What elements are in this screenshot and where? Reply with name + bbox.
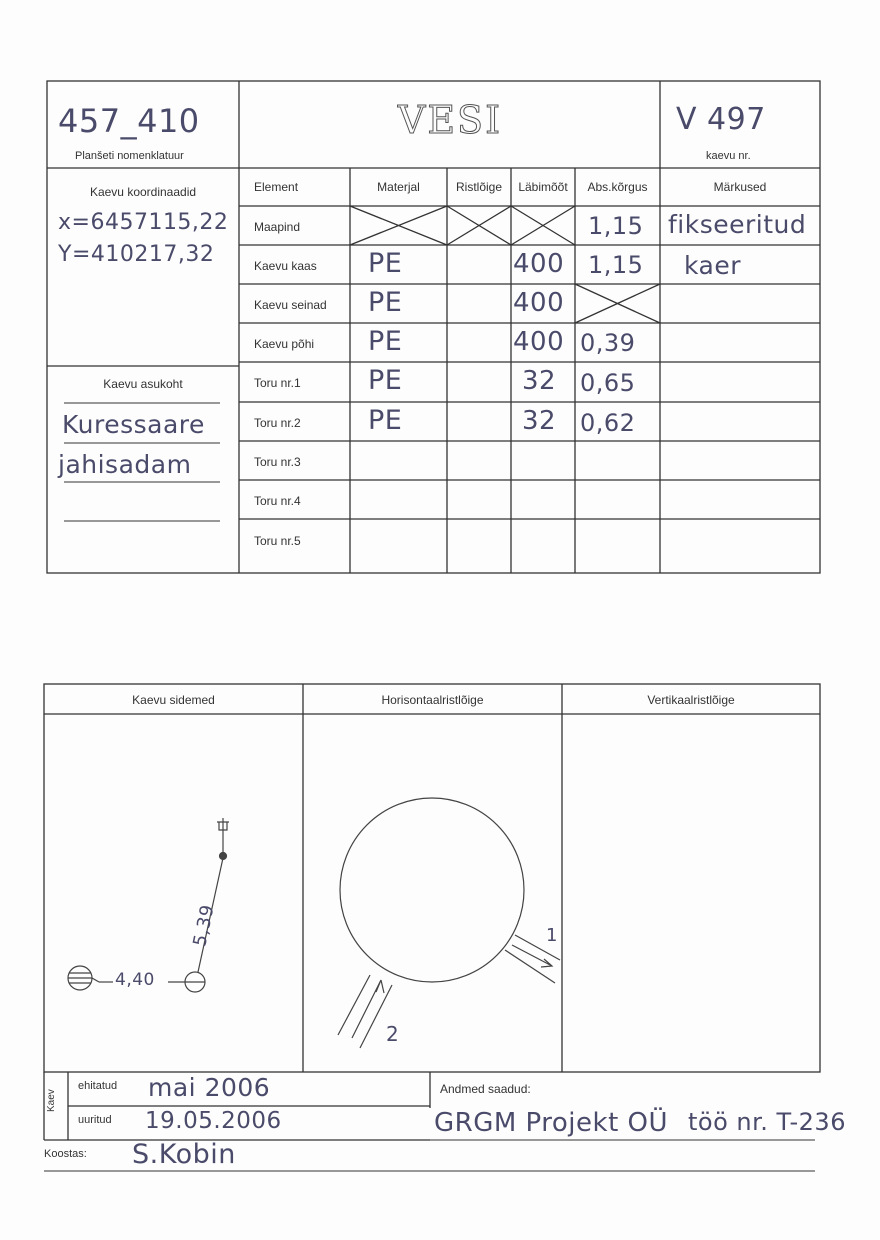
compiler-value: S.Kobin [132,1139,236,1170]
page-title: VESI [397,98,503,142]
nomenclature-value: 457_410 [58,102,200,140]
table-row-element: Kaevu seinad [254,298,327,312]
table-row-material: PE [368,405,403,436]
surveyed-label: uuritud [78,1114,112,1126]
location-line1: Kuressaare [62,410,205,439]
job-number-value: töö nr. T-236 [688,1108,846,1136]
well-number-value: V 497 [676,102,766,137]
table-row-abs-height: 1,15 [588,212,644,240]
pipe-label-2: 2 [386,1022,400,1046]
table-row-element: Kaevu põhi [254,337,315,351]
well-number-label: kaevu nr. [706,150,751,162]
distance-label-2: 4,40 [115,970,155,990]
table-row-material: PE [368,365,403,396]
sketch-col1-label: Kaevu sidemed [132,693,215,707]
coord-y: Y=410217,32 [58,242,215,267]
col-header-notes: Märkused [713,180,767,194]
table-row-element: Maapind [254,220,301,234]
nomenclature-label: Planšeti nomenklatuur [75,150,184,162]
table-row-notes: kaer [684,251,742,280]
table-row-element: Toru nr.3 [254,455,301,469]
col-header-cross-section: Ristlõige [455,180,503,194]
distance-label-1: 5,39 [189,902,219,949]
table-row-diameter: 400 [513,288,565,318]
coords-label: Kaevu koordinaadid [89,185,197,199]
table-row-element: Toru nr.5 [254,534,301,548]
col-header-abs-height: Abs.kõrgus [587,180,648,194]
sketch-col2-label: Horisontaalristlõige [381,693,484,707]
table-row-material: PE [368,287,403,318]
surveyed-value: 19.05.2006 [145,1108,282,1134]
table-row-diameter: 32 [522,366,557,396]
sketch-col3-label: Vertikaalristlõige [647,693,735,707]
data-source-value: GRGM Projekt OÜ [434,1108,669,1138]
footer-side-label: Kaev [46,1089,57,1112]
table-row-material: PE [368,248,403,279]
pipe-label-1: 1 [546,925,558,946]
horizontal-section-sketch [338,798,560,1048]
table-row-material: PE [368,326,403,357]
col-header-element: Element [254,180,299,194]
table-row-abs-height: 0,65 [580,369,636,397]
built-value: mai 2006 [148,1073,271,1102]
table-row-diameter: 400 [513,327,565,357]
table-row-abs-height: 1,15 [588,251,644,279]
table-row-element: Toru nr.1 [254,376,301,390]
data-source-label: Andmed saadud: [440,1082,531,1096]
compiler-label: Koostas: [44,1148,87,1160]
table-row-element: Toru nr.2 [254,416,301,430]
col-header-material: Materjal [377,180,420,194]
col-header-diameter: Läbimõõt [518,180,568,194]
table-row-element: Toru nr.4 [254,494,301,508]
location-label: Kaevu asukoht [103,377,183,391]
table-row-abs-height: 0,62 [580,409,636,437]
table-row-diameter: 400 [513,249,565,279]
built-label: ehitatud [78,1080,118,1092]
location-line2: jahisadam [58,450,192,479]
coord-x: x=6457115,22 [58,210,229,235]
table-row-notes: fikseeritud [668,210,807,239]
table-row-abs-height: 0,39 [580,329,636,357]
table-row-element: Kaevu kaas [254,259,317,273]
table-row-diameter: 32 [522,406,557,436]
